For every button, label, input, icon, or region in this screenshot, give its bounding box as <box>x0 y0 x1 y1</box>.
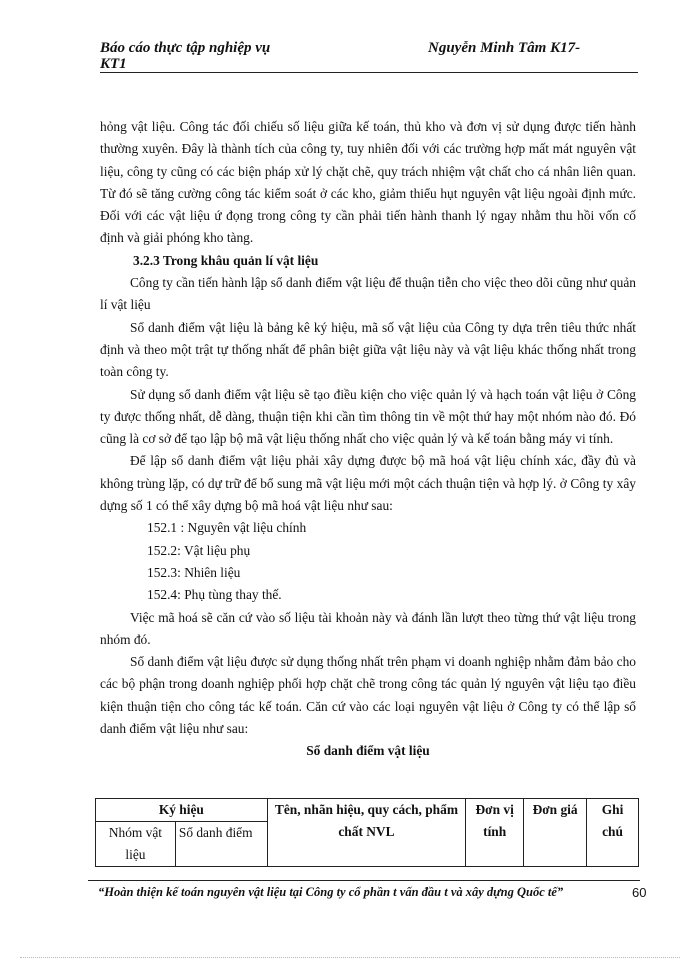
col-nhom-vat-lieu: Nhóm vật liệu <box>96 822 176 867</box>
page-edge-divider <box>20 957 680 958</box>
page-number: 60 <box>632 885 647 900</box>
paragraph-6: Việc mã hoá sẽ căn cứ vào số liệu tài khoản này và đánh lần lượt theo từng thứ vật liệu trong nhóm đó. <box>100 609 636 647</box>
materials-table <box>95 798 639 867</box>
table-title: Sổ danh điểm vật liệu <box>306 743 430 759</box>
paragraph-4: Sử dụng sổ danh điểm vật liệu sẽ tạo điều kiện cho việc quản lý và hạch toán vật liệu ở Công ty được thống nhất, dễ dàng, thuận tiện khi cần tìm thông tin về một thứ hay một nhóm nào đó. Đó cũng là cơ sở để tạo lập bộ mã vật liệu thống nhất cho việc quản lý và kế toán bằng máy vi tính. <box>100 386 636 447</box>
paragraph-3: Sổ danh điểm vật liệu là bảng kê ký hiệu, mã số vật liệu của Công ty dựa trên tiêu thức nhất định và theo một trật tự thống nhất để phân biệt giữa vật liệu này và vật liệu khác thống nhất trong toàn công ty. <box>100 319 636 380</box>
col-ky-hieu: Ký hiệu <box>96 799 268 822</box>
paragraph-7: Sổ danh điểm vật liệu được sử dụng thống nhất trên phạm vi doanh nghiệp nhằm đảm bảo cho các bộ phận trong doanh nghiệp phối hợp chặt chẽ trong công tác quản lý nguyên vật liệu tạo điều kiện thuận tiện cho công tác kế toán. Căn cứ vào các loại nguyên vật liệu ở Công ty có thể lập sổ danh điểm vật liệu như sau: <box>100 654 636 737</box>
header-author: Nguyễn Minh Tâm K17- <box>428 40 581 56</box>
paragraph-1: hỏng vật liệu. Công tác đối chiếu số liệu giữa kế toán, thủ kho và đơn vị sử dụng được tiến hành thường xuyên. Đây là thành tích của công ty, tuy nhiên đối với các trường hợp mất mát nguyên vật liệu, công ty cũng có các biện pháp xử lý chặt chẽ, quy trách nhiệm vật chất cho cá nhân liên quan. Từ đó sẽ tăng cường công tác kiểm soát ở các kho, giảm thiểu hụt nguyên vật liệu ngoài định mức. Đối với các vật liệu ứ đọng trong công ty cần phải tiến hành thanh lý ngay nhằm thu hồi vốn cố định và giải phóng kho tàng. <box>100 119 636 246</box>
list-item: 152.1 : Nguyên vật liệu chính <box>147 520 307 536</box>
list-item: 152.3: Nhiên liệu <box>147 564 241 580</box>
footer-thesis-title: “Hoàn thiện kế toán nguyên vật liệu tại Công ty cổ phần t vấn đầu t và xây dựng Quốc tế” <box>98 885 564 899</box>
header-report-title: Báo cáo thực tập nghiệp vụ <box>100 40 271 56</box>
col-ghi-chu: Ghi chú <box>587 799 639 867</box>
list-item: 152.2: Vật liệu phụ <box>147 542 251 558</box>
header-rule <box>100 72 638 73</box>
col-ten-nvl: Tên, nhãn hiệu, quy cách, phẩm chất NVL <box>267 799 466 867</box>
col-don-vi-tinh: Đơn vị tính <box>466 799 524 867</box>
page-footer <box>88 880 647 920</box>
paragraph-2: Công ty cần tiến hành lập sổ danh điểm vật liệu để thuận tiễn cho việc theo dõi cũng như quản lí vật liệu <box>100 275 636 313</box>
col-so-danh-diem: Sổ danh điểm <box>175 822 267 867</box>
page-body <box>100 116 636 763</box>
col-don-gia: Đơn giá <box>524 799 587 867</box>
paragraph-5: Để lập sổ danh điểm vật liệu phải xây dựng được bộ mã hoá vật liệu chính xác, đầy đủ và không trùng lặp, có dự trữ để bổ sung mã vật liệu mới một cách thuận tiện và hợp lý. ở Công ty xây dựng số 1 có thể xây dựng bộ mã hoá vật liệu như sau: <box>100 453 636 514</box>
page-header <box>100 40 638 74</box>
section-heading: 3.2.3 Trong khâu quản lí vật liệu <box>133 252 319 268</box>
table-header-row <box>96 799 639 822</box>
header-class: KT1 <box>100 56 127 72</box>
footer-rule <box>88 880 640 881</box>
list-item: 152.4: Phụ tùng thay thế. <box>147 587 282 603</box>
